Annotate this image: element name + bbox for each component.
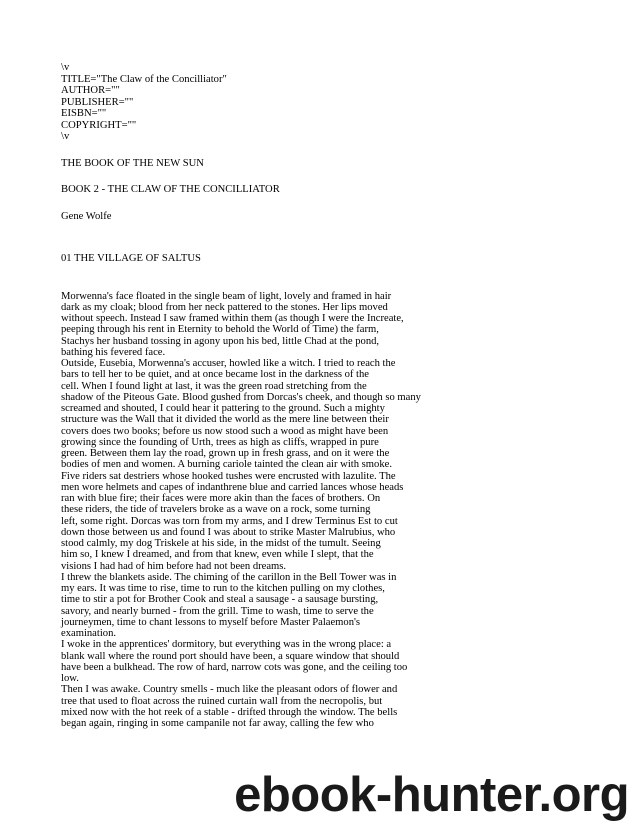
body-text-line: shadow of the Piteous Gate. Blood gushed from Dorcas's cheek, and though so many	[61, 391, 421, 403]
body-text-line: Five riders sat destriers whose hooked tushes were encrusted with lazulite. The	[61, 470, 396, 482]
body-text-line: time to stir a pot for Brother Cook and steal a sausage - a sausage bursting,	[61, 594, 379, 606]
body-text-line: ran with blue fire; their faces were more akin than the faces of brothers. On	[61, 493, 381, 504]
body-text-line: screamed and shouted, I could hear it pattering to the ground. Such a mighty	[61, 403, 385, 414]
body-text-line: I threw the blankets aside. The chiming of the carillon in the Bell Tower was in	[61, 571, 397, 583]
body-text-line: I woke in the apprentices' dormitory, but everything was in the wrong place: a	[61, 639, 392, 651]
document-page	[61, 62, 621, 729]
body-text-line: blank wall where the round port should have been, a square window that should	[61, 650, 400, 662]
body-text-line: examination.	[61, 628, 117, 639]
header-line: TITLE="The Claw of the Concilliator"	[61, 73, 227, 85]
body-text-line: him so, I knew I dreamed, and from that knew, even while I slept, that the	[61, 549, 374, 561]
book-title: BOOK 2 - THE CLAW OF THE CONCILLIATOR	[61, 184, 280, 195]
header-line: AUTHOR=""	[61, 85, 120, 96]
author-name: Gene Wolfe	[61, 210, 112, 222]
body-text-line: dark as my cloak; blood from her neck pattered to the stones. Her lips moved	[61, 301, 388, 313]
series-title: THE BOOK OF THE NEW SUN	[61, 157, 204, 169]
body-text-line: Morwenna's face floated in the single beam of light, lovely and framed in hair	[61, 290, 392, 302]
header-line: \v	[61, 62, 70, 73]
body-text-line: savory, and nearly burned - from the grill. Time to wash, time to serve the	[61, 605, 374, 617]
body-text-line: Stachys her husband tossing in agony upon his bed, little Chad at the pond,	[61, 335, 380, 347]
site-watermark: ebook-hunter.org	[234, 768, 629, 822]
body-text-line: down those between us and found I was about to strike Master Malrubius, who	[61, 526, 396, 538]
body-text-line: men wore helmets and capes of indanthrene blue and carried lances whose heads	[61, 481, 404, 493]
header-line: COPYRIGHT=""	[61, 119, 137, 131]
body-text-line: these riders, the tide of travelers broke as a wave on a rock, some turning	[61, 504, 371, 516]
body-text-line: cell. When I found light at last, it was the green road stretching from the	[61, 380, 367, 392]
body-text-line: stood calmly, my dog Triskele at his side, in the midst of the tumult. Seeing	[61, 538, 381, 549]
body-text-line: have been a bulkhead. The row of hard, narrow cots was gone, and the ceiling too	[61, 661, 408, 673]
body-text-line: low.	[61, 673, 79, 684]
header-line: EISBN=""	[61, 108, 107, 119]
body-text-line: structure was the Wall that it divided the world as the mere line between their	[61, 414, 389, 426]
header-line: PUBLISHER=""	[61, 96, 134, 108]
body-text-line: covers does two books; before us now stood such a wood as might have been	[61, 425, 389, 437]
body-text-line: peeping through his rent in Eternity to behold the World of Time) the farm,	[61, 324, 379, 336]
body-text-line: growing since the founding of Urth, trees as high as cliffs, wrapped in pure	[61, 436, 379, 448]
chapter-body	[61, 291, 621, 730]
chapter-title: 01 THE VILLAGE OF SALTUS	[61, 253, 201, 264]
body-text-line: tree that used to float across the ruined curtain wall from the necropolis, but	[61, 695, 383, 707]
header-line: \v	[61, 131, 70, 142]
body-text-line: my ears. It was time to rise, time to run to the kitchen pulling on my clothes,	[61, 583, 385, 594]
body-text-line: without speech. Instead I saw framed within them (as though I were the Increate,	[61, 313, 404, 324]
body-text-line: Then I was awake. Country smells - much like the pleasant odors of flower and	[61, 684, 398, 696]
body-text-line: green. Between them lay the road, grown up in fresh grass, and on it were the	[61, 448, 390, 459]
body-text-line: mixed now with the hot reek of a stable - drifted through the window. The bells	[61, 706, 398, 718]
body-text-line: left, some right. Dorcas was torn from my arms, and I drew Terminus Est to cut	[61, 515, 398, 527]
body-text-line: bars to tell her to be quiet, and at once became lost in the darkness of the	[61, 369, 369, 381]
metadata-header	[61, 62, 621, 143]
body-text-line: bodies of men and women. A burning cariole tainted the clean air with smoke.	[61, 459, 392, 471]
body-text-line: began again, ringing in some campanile not far away, calling the few who	[61, 718, 374, 729]
body-text-line: visions I had had of him before had not been dreams.	[61, 560, 287, 572]
body-text-line: journeymen, time to chant lessons to myself before Master Palaemon's	[61, 616, 361, 628]
body-text-line: bathing his fevered face.	[61, 346, 166, 358]
body-text-line: Outside, Eusebia, Morwenna's accuser, howled like a witch. I tried to reach the	[61, 358, 396, 369]
